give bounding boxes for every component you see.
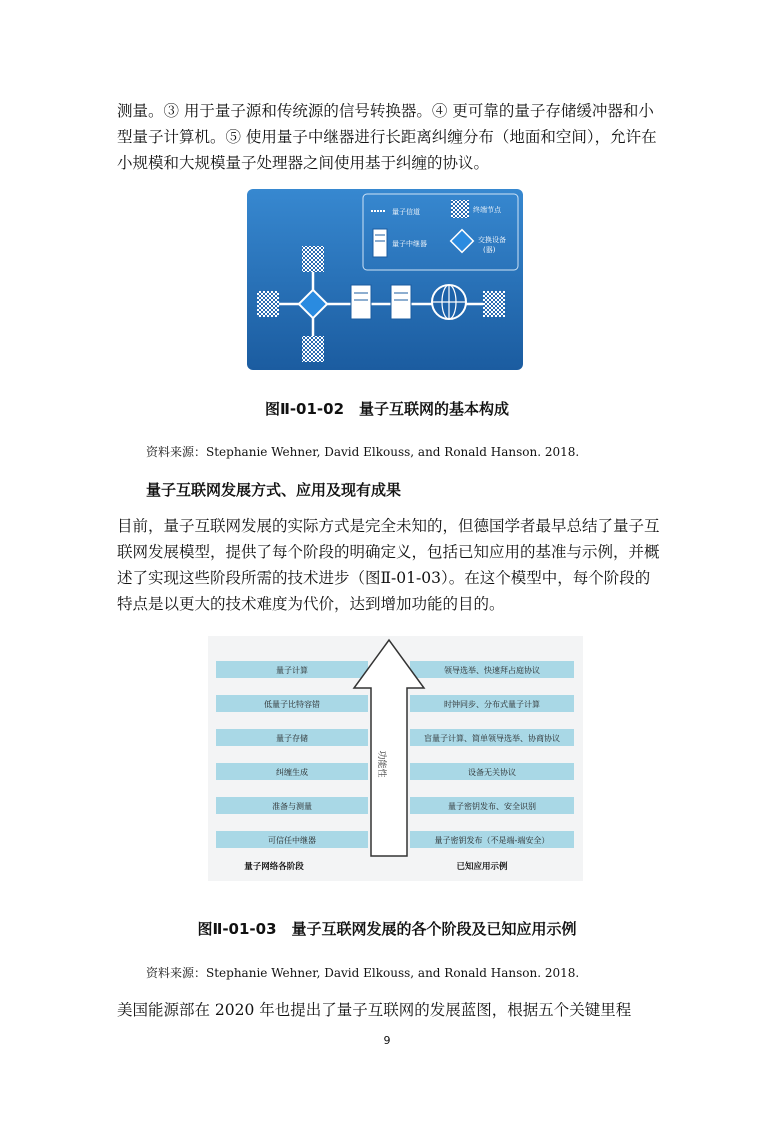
figure1-source: 资料来源：Stephanie Wehner, David Elkouss, and Ronald Hanson. 2018.: [146, 445, 580, 459]
end-node-bottom: [302, 336, 324, 362]
diagram-background: [247, 189, 523, 370]
application-label: 领导选举、快速拜占庭协议: [444, 666, 540, 675]
legend-end-node: 终端节点: [473, 206, 501, 214]
quantum-internet-diagram: [247, 189, 523, 370]
stage-label: 可信任中继器: [268, 836, 316, 845]
end-node-legend-icon: [451, 200, 469, 218]
application-label: 设备无关协议: [468, 768, 516, 777]
stage-label: 准备与测量: [272, 802, 312, 811]
globe-icon: [432, 285, 466, 319]
figure1-caption: 图Ⅱ-01-02 量子互联网的基本构成: [264, 400, 510, 418]
stage-label: 量子计算: [276, 666, 308, 675]
application-label: 量子密钥发布、安全识别: [448, 802, 536, 811]
application-label: 量子密钥发布（不是端-端安全）: [434, 836, 550, 845]
left-footer: 量子网络各阶段: [244, 862, 304, 872]
end-node-left: [257, 291, 279, 317]
figure2-caption: 图Ⅱ-01-03 量子互联网发展的各个阶段及已知应用示例: [197, 920, 577, 938]
paragraph-doe: 美国能源部在 2020 年也提出了量子互联网的发展蓝图，根据五个关键里程: [117, 1001, 632, 1019]
legend-repeater: 量子中继器: [392, 240, 427, 248]
legend-channel: 量子信道: [392, 208, 420, 216]
page-number: 9: [383, 1034, 391, 1047]
application-label: 盲量子计算、简单领导选举、协商协议: [424, 734, 560, 743]
section-heading: 量子互联网发展方式、应用及现有成果: [146, 481, 402, 499]
application-label: 时钟同步、分布式量子计算: [444, 700, 540, 709]
stage-label: 低量子比特容错: [264, 700, 320, 709]
legend-switch-line1: 交换设备: [478, 236, 506, 244]
figure2-source: 资料来源：Stephanie Wehner, David Elkouss, and Ronald Hanson. 2018.: [146, 966, 580, 980]
repeater-node-2: [391, 285, 411, 319]
end-node-top: [302, 246, 324, 272]
stage-label: 纠缠生成: [276, 768, 308, 777]
repeater-node-1: [351, 285, 371, 319]
paragraph-model: 目前，量子互联网发展的实际方式是完全未知的，但德国学者最早总结了量子互联网发展模型，提供了每个阶段的明确定义，包括已知应用的基准与示例，并概述了实现这些阶段所需的技术进步（图Ⅱ-01-03）。在这个模型中，每个阶段的特点是以更大的技术难度为代价，达到增加功能的目的。: [117, 517, 660, 613]
paragraph-intro: 测量。③ 用于量子源和传统源的信号转换器。④ 更可靠的量子存储缓冲器和小型量子计算机。⑤ 使用量子中继器进行长距离纠缠分布（地面和空间），允许在小规模和大规模量子处理器之间使用基于纠缠的协议。: [117, 102, 657, 172]
right-footer: 已知应用示例: [456, 862, 508, 872]
development-stages-diagram: [208, 636, 583, 881]
end-node-right: [483, 291, 505, 317]
repeater-legend-icon: [373, 229, 387, 257]
stage-label: 量子存储: [276, 734, 308, 743]
legend-switch-line2: (器): [483, 246, 496, 254]
axis-label: 功能性: [376, 750, 386, 778]
